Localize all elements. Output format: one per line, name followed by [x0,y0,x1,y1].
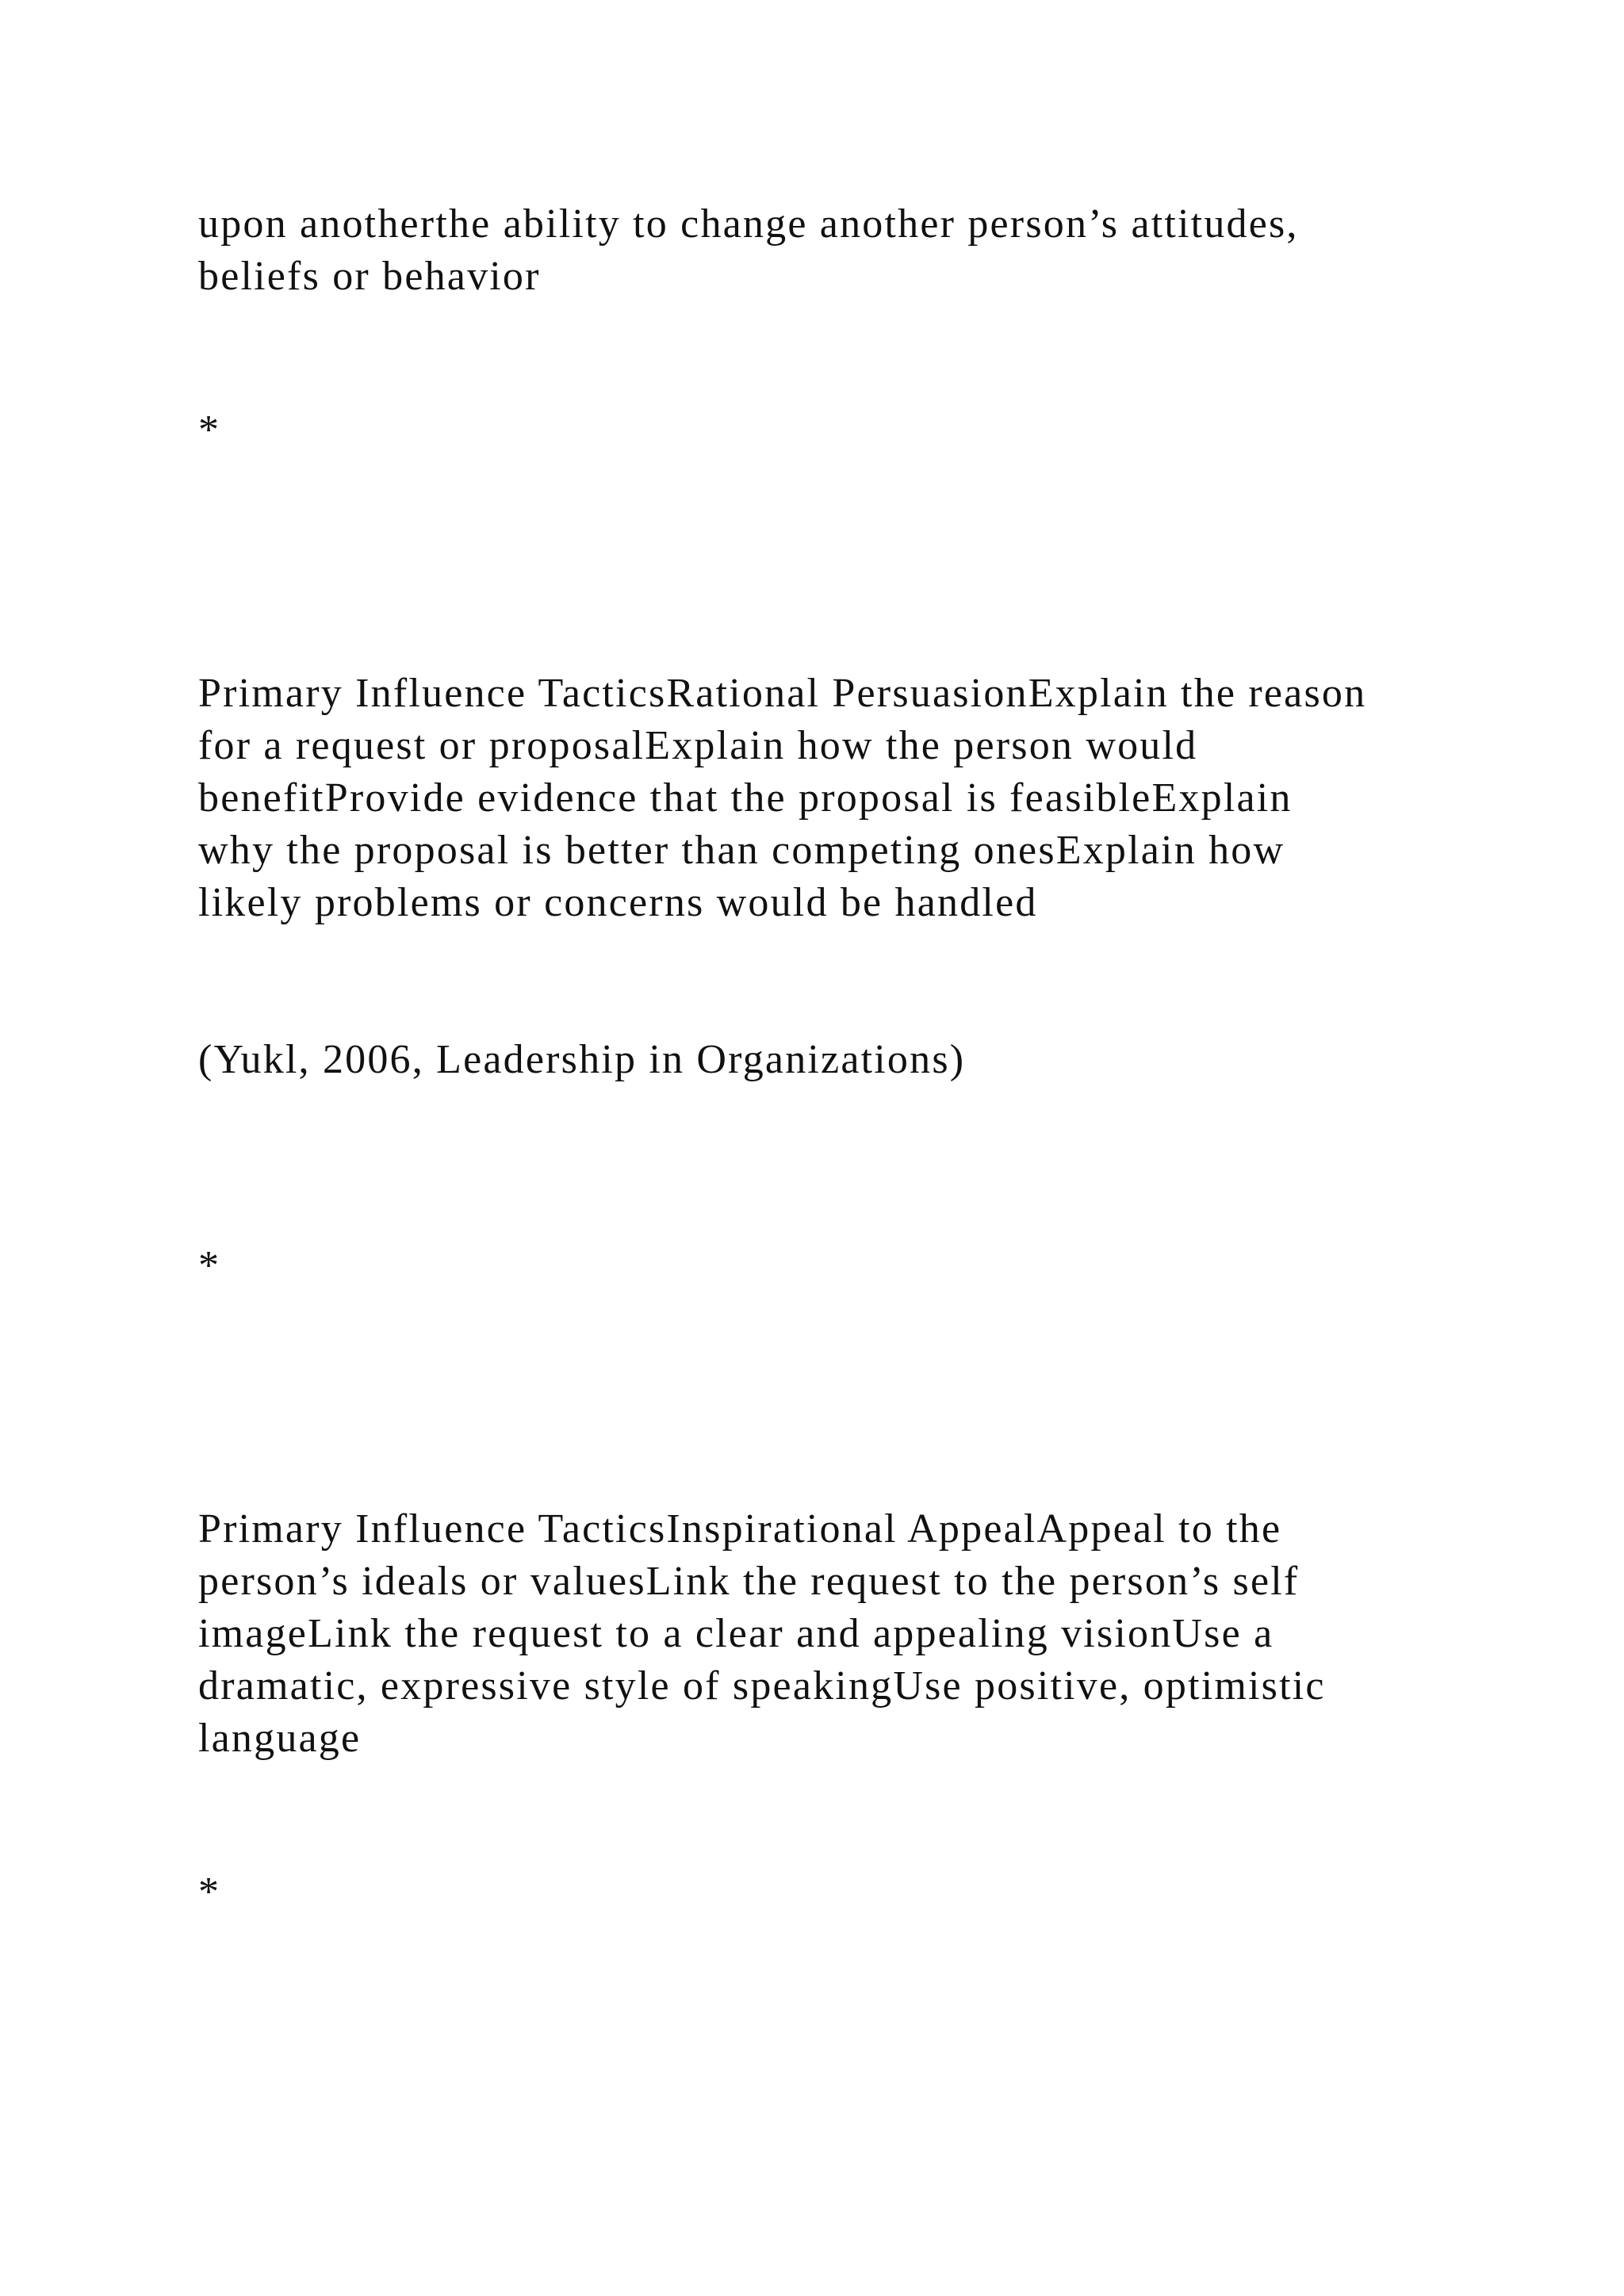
inspirational-appeal-line: person’s ideals or valuesLink the request to the person’s self [198,1559,1300,1604]
separator-asterisk: * [198,1243,221,1288]
citation: (Yukl, 2006, Leadership in Organizations) [198,1037,966,1082]
separator-asterisk: * [198,1869,221,1915]
rational-persuasion-line: likely problems or concerns would be handled [198,880,1038,925]
inspirational-appeal-line: imageLink the request to a clear and appealing visionUse a [198,1611,1274,1656]
rational-persuasion-line: why the proposal is better than competing onesExplain how [198,828,1285,873]
rational-persuasion-line: for a request or proposalExplain how the person would [198,723,1198,768]
inspirational-appeal-line: dramatic, expressive style of speakingUse positive, optimistic [198,1663,1326,1709]
inspirational-appeal-line: Primary Influence TacticsInspirational AppealAppeal to the [198,1506,1282,1552]
rational-persuasion-line: Primary Influence TacticsRational PersuasionExplain the reason [198,671,1367,716]
separator-asterisk: * [198,408,221,453]
inspirational-appeal-line: language [198,1716,362,1761]
rational-persuasion-line: benefitProvide evidence that the proposal is feasibleExplain [198,775,1293,821]
intro-text-line: beliefs or behavior [198,254,541,299]
intro-text-line: upon anotherthe ability to change another person’s attitudes, [198,201,1299,247]
